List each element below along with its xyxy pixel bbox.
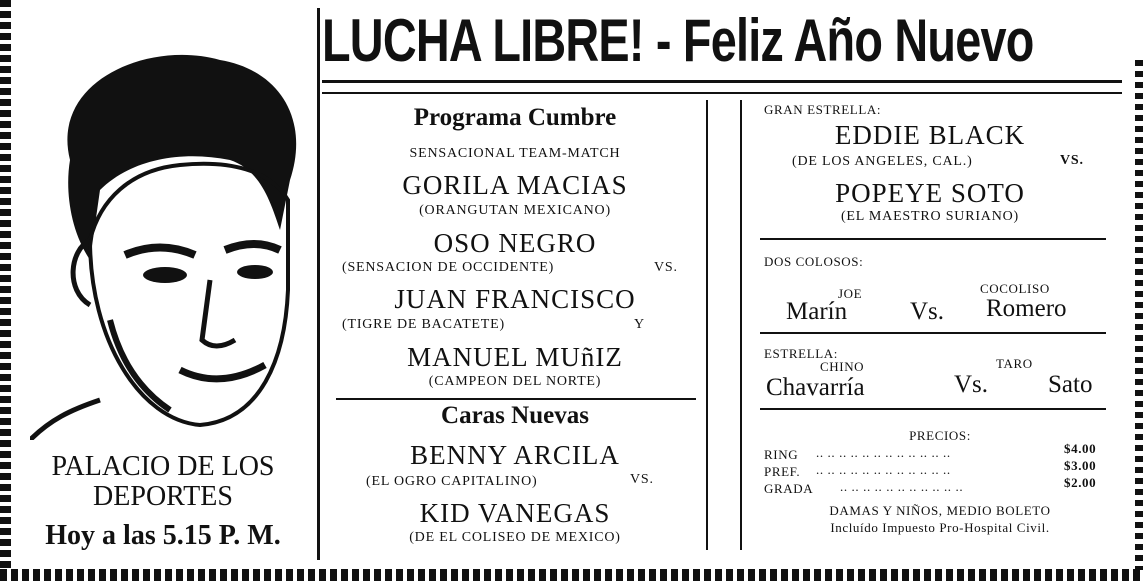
price-dots: .. .. .. .. .. .. .. .. .. .. .. [840,479,964,494]
colossi-left-last: Marín [786,298,848,325]
star-vs: VS. [1060,153,1084,168]
estrella-vs: Vs. [954,371,989,398]
section-divider [336,398,696,400]
wrestler-desc: (CAMPEON DEL NORTE) [428,374,602,389]
star2-name: POPEYE SOTO [835,178,1025,208]
price-label: PREF. [764,464,801,479]
venue-line-1: PALACIO DE LOS [51,451,275,482]
title-underline-2 [322,92,1122,94]
estrella-right-first: TARO [996,356,1033,371]
star1-desc: (DE LOS ANGELES, CAL.) [792,154,973,169]
colossi-right-last: Romero [986,295,1067,322]
wrestler-name: MANUEL MUñIZ [407,342,623,372]
right-divider-1 [760,238,1106,240]
right-divider-3 [760,408,1106,410]
and-connector: Y [634,317,645,332]
left-border [0,0,11,581]
colossi-left-first: JOE [838,286,863,301]
footer-line-1: DAMAS Y NIÑOS, MEDIO BOLETO [829,503,1051,518]
wrestler-name: GORILA MACIAS [402,170,628,200]
wrestler-desc: (ORANGUTAN MEXICANO) [419,203,611,218]
wrestler-name: JUAN FRANCISCO [394,284,636,314]
estrella-left-first: CHINO [820,359,865,374]
price-label: GRADA [764,481,814,496]
wrestler-desc: (SENSACION DE OCCIDENTE) [342,260,555,275]
star-label: GRAN ESTRELLA: [764,102,882,117]
vs-connector: VS. [630,472,654,487]
program-subheading: SENSACIONAL TEAM-MATCH [409,146,621,161]
price-value: $4.00 [1064,441,1097,456]
program-heading: Programa Cumbre [413,104,617,131]
wrestler-desc: (TIGRE DE BACATETE) [342,317,505,332]
colossi-label: DOS COLOSOS: [764,254,864,269]
bottom-border [0,569,1143,581]
star2-desc: (EL MAESTRO SURIANO) [840,209,1020,224]
wrestler-name: OSO NEGRO [433,228,597,258]
prices-label: PRECIOS: [909,428,971,443]
estrella-left-last: Chavarría [766,374,865,401]
wrestler-name: BENNY ARCILA [410,440,620,470]
price-dots: .. .. .. .. .. .. .. .. .. .. .. .. [816,462,951,477]
left-divider [317,8,320,560]
footer-line-2: Incluído Impuesto Pro-Hospital Civil. [830,520,1050,535]
estrella-right-last: Sato [1048,371,1093,398]
colossi-right-first: COCOLISO [980,281,1050,296]
wrestler-name: KID VANEGAS [419,498,611,528]
event-time: Hoy a las 5.15 P. M. [45,520,281,551]
wrestler-portrait-icon [30,40,310,440]
price-dots: .. .. .. .. .. .. .. .. .. .. .. .. [816,445,951,460]
price-value: $2.00 [1064,475,1097,490]
center-divider-a [706,100,708,550]
ad-title: LUCHA LIBRE! - Feliz Año Nuevo [322,7,1034,74]
right-divider-2 [760,332,1106,334]
estrella-label: ESTRELLA: [764,346,839,361]
title-underline [322,80,1122,83]
right-border [1135,60,1143,570]
venue-line-2: DEPORTES [93,481,233,512]
second-heading: Caras Nuevas [441,402,589,429]
center-divider-b [740,100,742,550]
wrestler-desc: (DE EL COLISEO DE MEXICO) [409,530,621,545]
price-value: $3.00 [1064,458,1097,473]
wrestler-desc: (EL OGRO CAPITALINO) [366,474,538,489]
star1-name: EDDIE BLACK [834,120,1026,150]
colossi-vs: Vs. [910,298,945,325]
price-label: RING [764,447,799,462]
vs-connector: VS. [654,260,678,275]
